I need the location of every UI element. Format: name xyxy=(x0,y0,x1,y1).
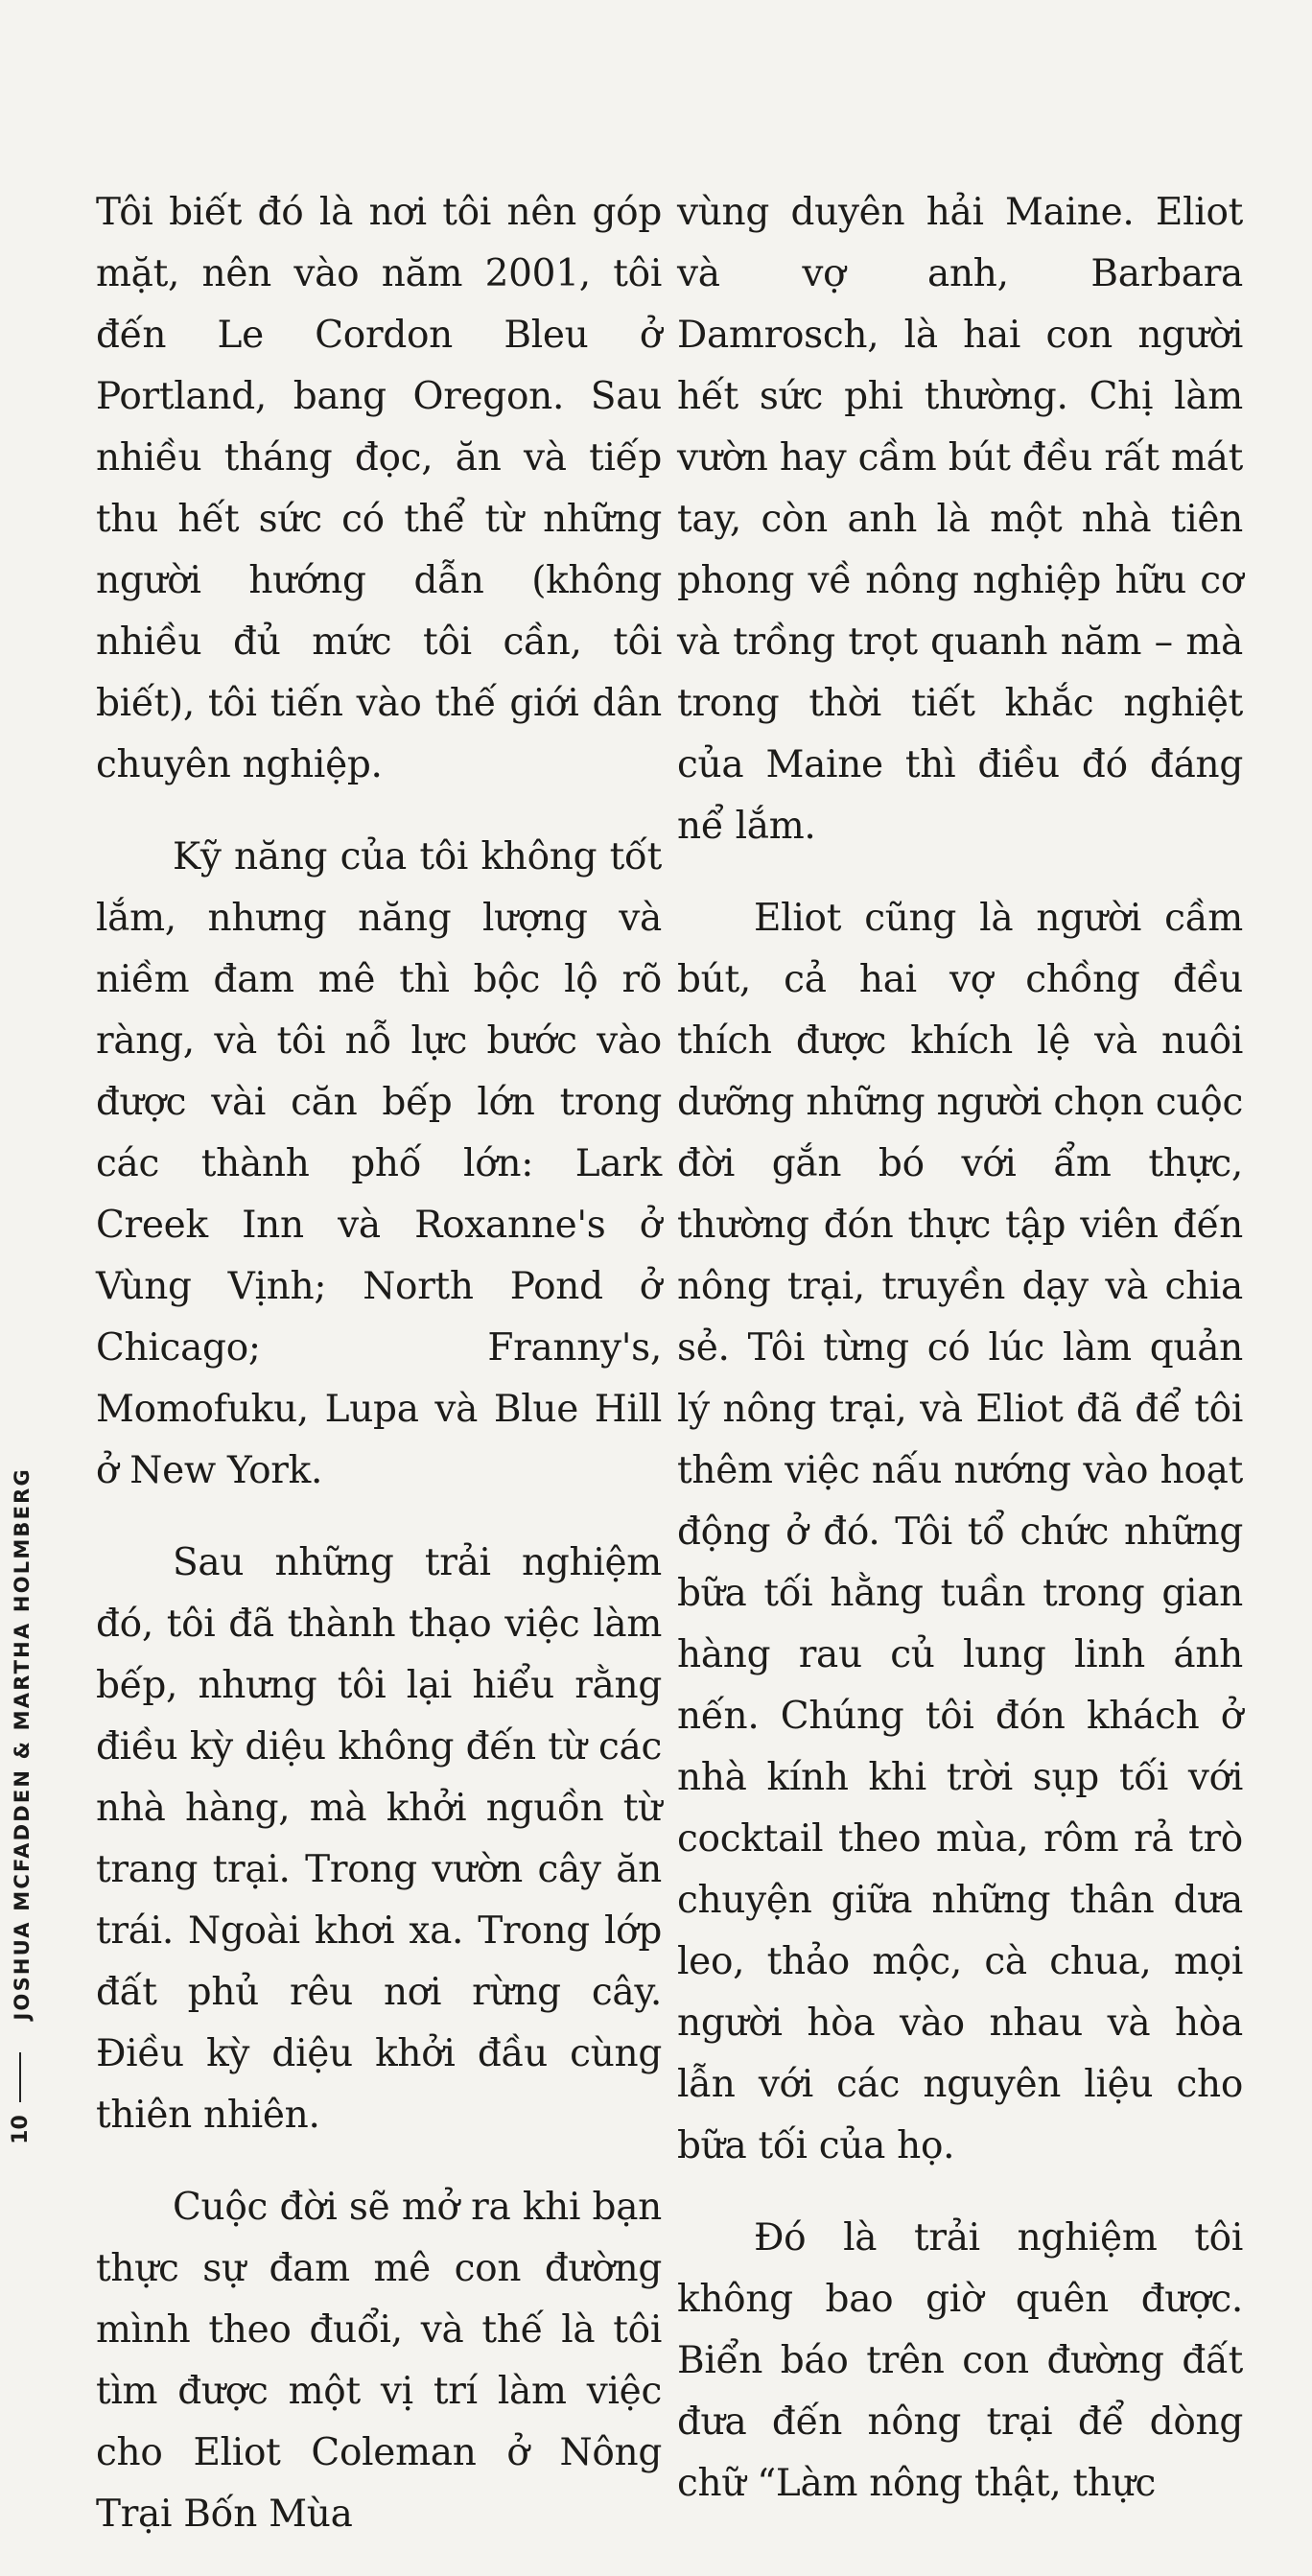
paragraph: Đó là trải nghiệm tôi không bao giờ quên được. Biển báo trên con đường đất đưa đến nông trại để dòng chữ “Làm nông thật, thực xyxy=(677,2216,1243,2505)
paragraph: vùng duyên hải Maine. Eliot và vợ anh, Barbara Damrosch, là hai con người hết sức phi thường. Chị làm vườn hay cầm bút đều rất mát tay, còn anh là một nhà tiên phong về nông nghiệp hữu cơ và trồng trọt quanh năm – mà trong thời tiết khắc nghiệt của Maine thì điều đó đáng nể lắm. xyxy=(677,191,1243,848)
left-column xyxy=(96,182,662,2576)
paragraph: Eliot cũng là người cầm bút, cả hai vợ chồng đều thích được khích lệ và nuôi dưỡng những người chọn cuộc đời gắn bó với ẩm thực, thường đón thực tập viên đến nông trại, truyền dạy và chia sẻ. Tôi từng có lúc làm quản lý nông trại, và Eliot đã để tôi thêm việc nấu nướng vào hoạt động ở đó. Tôi tổ chức những bữa tối hằng tuần trong gian hàng rau củ lung linh ánh nến. Chúng tôi đón khách ở nhà kính khi trời sụp tối với cocktail theo mùa, rôm rả trò chuyện giữa những thân dưa leo, thảo mộc, cà chua, mọi người hòa vào nhau và hòa lẫn với các nguyên liệu cho bữa tối của họ. xyxy=(677,897,1243,2167)
paragraph: Kỹ năng của tôi không tốt lắm, nhưng năng lượng và niềm đam mê thì bộc lộ rõ ràng, và tôi nỗ lực bước vào được vài căn bếp lớn trong các thành phố lớn: Lark Creek Inn và Roxanne's ở Vùng Vịnh; North Pond ở Chicago; Franny's, Momofuku, Lupa và Blue Hill ở New York. xyxy=(96,835,662,1492)
right-column xyxy=(677,182,1243,2545)
author-names: JOSHUA MCFADDEN & MARTHA HOLMBERG xyxy=(11,1467,34,2021)
paragraph: Tôi biết đó là nơi tôi nên góp mặt, nên vào năm 2001, tôi đến Le Cordon Bleu ở Portland, bang Oregon. Sau nhiều tháng đọc, ăn và tiếp thu hết sức có thể từ những người hướng dẫn (không nhiều đủ mức tôi cần, tôi biết), tôi tiến vào thế giới dân chuyên nghiệp. xyxy=(96,191,662,786)
header-divider xyxy=(19,2052,21,2102)
running-header xyxy=(8,1467,36,2091)
paragraph: Sau những trải nghiệm đó, tôi đã thành thạo việc làm bếp, nhưng tôi lại hiểu rằng điều kỳ diệu không đến từ các nhà hàng, mà khởi nguồn từ trang trại. Trong vườn cây ăn trái. Ngoài khơi xa. Trong lớp đất phủ rêu nơi rừng cây. Điều kỳ diệu khởi đầu cùng thiên nhiên. xyxy=(96,1541,662,2137)
page-number: 10 xyxy=(8,2114,33,2144)
paragraph: Cuộc đời sẽ mở ra khi bạn thực sự đam mê con đường mình theo đuổi, và thế là tôi tìm được một vị trí làm việc cho Eliot Coleman ở Nông Trại Bốn Mùa xyxy=(96,2186,662,2536)
